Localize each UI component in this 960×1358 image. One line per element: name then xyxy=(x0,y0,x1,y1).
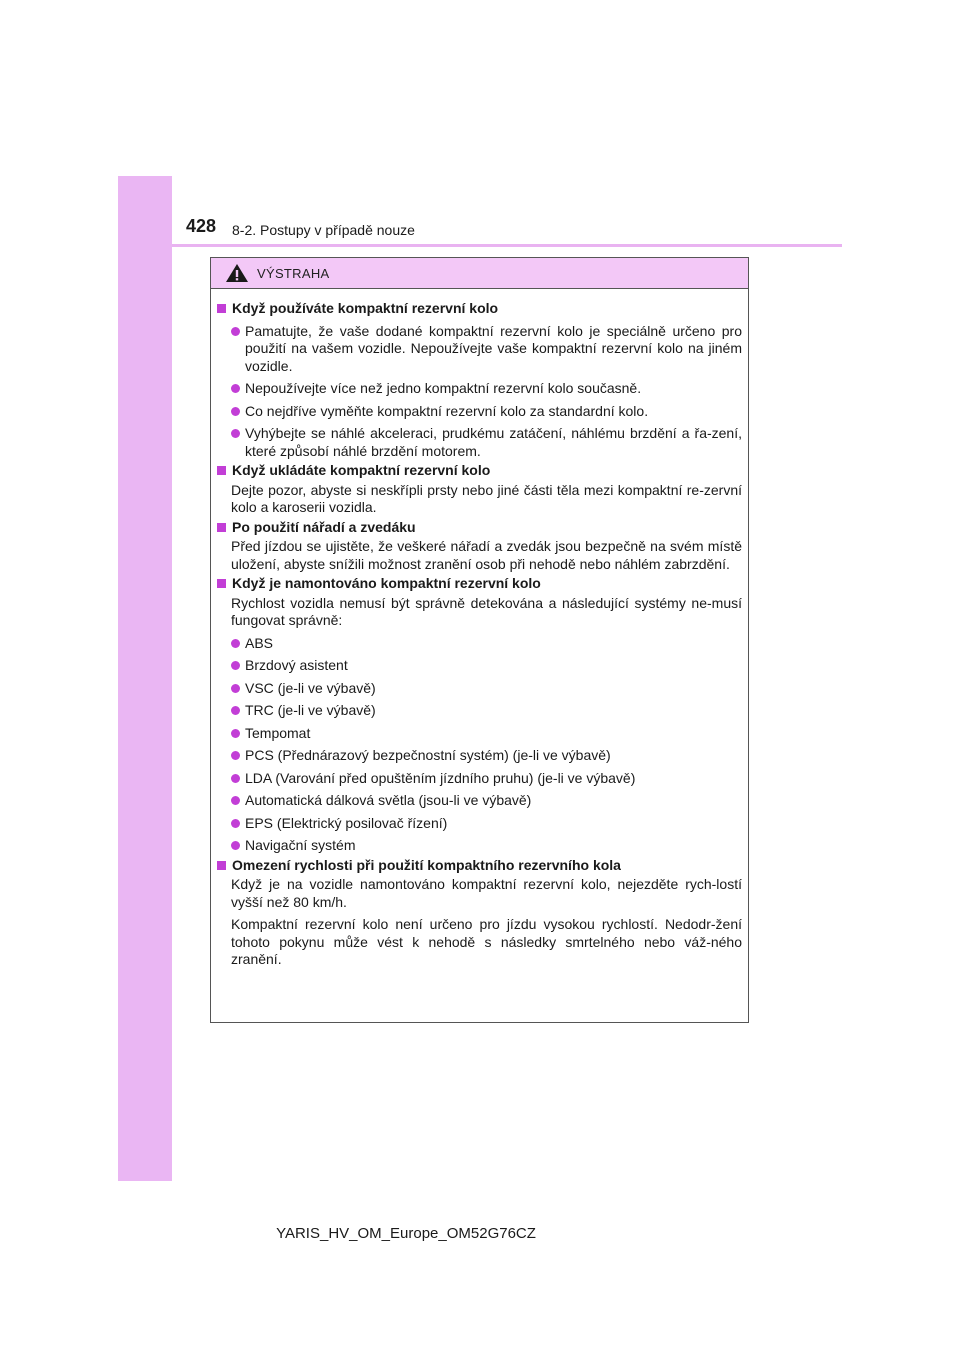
paragraph: Když je na vozidle namontováno kompaktní rezervní kolo, nejezděte rych-lostí vyšší než 80 km/h. xyxy=(231,876,742,910)
paragraph: Kompaktní rezervní kolo není určeno pro jízdu vysokou rychlostí. Nedodr-žení tohoto pokynu může vést k nehodě s následky smrtelného nebo váž-ného zranění. xyxy=(231,916,742,967)
warning-title: VÝSTRAHA xyxy=(257,265,330,281)
list-item: TRC (je-li ve výbavě) xyxy=(231,702,742,720)
list-item: Nepoužívejte více než jedno kompaktní rezervní kolo současně. xyxy=(231,380,742,398)
list-item: ABS xyxy=(231,635,742,653)
round-bullet-icon xyxy=(231,327,240,336)
list-item: LDA (Varování před opuštěním jízdního pruhu) (je-li ve výbavě) xyxy=(231,770,742,788)
warning-triangle-icon xyxy=(225,263,249,283)
list-item: Automatická dálková světla (jsou-li ve výbavě) xyxy=(231,792,742,810)
list-item: EPS (Elektrický posilovač řízení) xyxy=(231,815,742,833)
list-item: Navigační systém xyxy=(231,837,742,855)
paragraph: Rychlost vozidla nemusí být správně detekována a následující systémy ne-musí fungovat správně: xyxy=(231,594,742,628)
list-item: Tempomat xyxy=(231,725,742,743)
chapter-sidebar-tab xyxy=(118,176,172,1181)
square-bullet-icon xyxy=(217,466,226,475)
section-title: 8-2. Postupy v případě nouze xyxy=(232,222,415,238)
section-heading: Když používáte kompaktní rezervní kolo xyxy=(217,300,742,318)
warning-body xyxy=(211,289,748,969)
square-bullet-icon xyxy=(217,579,226,588)
list-item: Co nejdříve vyměňte kompaktní rezervní kolo za standardní kolo. xyxy=(231,403,742,421)
list-item: VSC (je-li ve výbavě) xyxy=(231,680,742,698)
list-item: Vyhýbejte se náhlé akceleraci, prudkému zatáčení, náhlému brzdění a řa-zení, které způsobí náhlé brzdění motorem. xyxy=(231,425,742,460)
section-heading: Omezení rychlosti při použití kompaktního rezervního kola xyxy=(217,857,742,875)
paragraph: Před jízdou se ujistěte, že veškeré nářadí a zvedák jsou bezpečně na svém místě uložení, abyste snížili možnost zranění osob při nehodě nebo náhlém zabrzdění. xyxy=(231,538,742,572)
square-bullet-icon xyxy=(217,523,226,532)
section-heading: Po použití nářadí a zvedáku xyxy=(217,519,742,537)
document-code-footer xyxy=(0,1225,960,1242)
round-bullet-icon xyxy=(231,684,240,693)
round-bullet-icon xyxy=(231,729,240,738)
warning-box xyxy=(210,257,749,1023)
section-heading: Když ukládáte kompaktní rezervní kolo xyxy=(217,462,742,480)
round-bullet-icon xyxy=(231,407,240,416)
square-bullet-icon xyxy=(217,861,226,870)
round-bullet-icon xyxy=(231,796,240,805)
warning-header xyxy=(211,258,748,289)
page-number: 428 xyxy=(186,216,217,236)
square-bullet-icon xyxy=(217,304,226,313)
round-bullet-icon xyxy=(231,429,240,438)
list-item: Brzdový asistent xyxy=(231,657,742,675)
round-bullet-icon xyxy=(231,819,240,828)
round-bullet-icon xyxy=(231,706,240,715)
round-bullet-icon xyxy=(231,661,240,670)
list-item: PCS (Přednárazový bezpečnostní systém) (je-li ve výbavě) xyxy=(231,747,742,765)
paragraph: Dejte pozor, abyste si neskřípli prsty nebo jiné části těla mezi kompaktní re-zervní kolo a karoserii vozidla. xyxy=(231,481,742,515)
round-bullet-icon xyxy=(231,841,240,850)
round-bullet-icon xyxy=(231,751,240,760)
list-item: Pamatujte, že vaše dodané kompaktní rezervní kolo je speciálně určeno pro použití na vašem vozidle. Nepoužívejte vaše kompaktní rezervní kolo na jiném vozidle. xyxy=(231,323,742,376)
round-bullet-icon xyxy=(231,774,240,783)
header-divider xyxy=(172,244,842,247)
document-code: YARIS_HV_OM_Europe_OM52G76CZ xyxy=(276,1225,536,1242)
section-heading: Když je namontováno kompaktní rezervní kolo xyxy=(217,575,742,593)
round-bullet-icon xyxy=(231,384,240,393)
round-bullet-icon xyxy=(231,639,240,648)
